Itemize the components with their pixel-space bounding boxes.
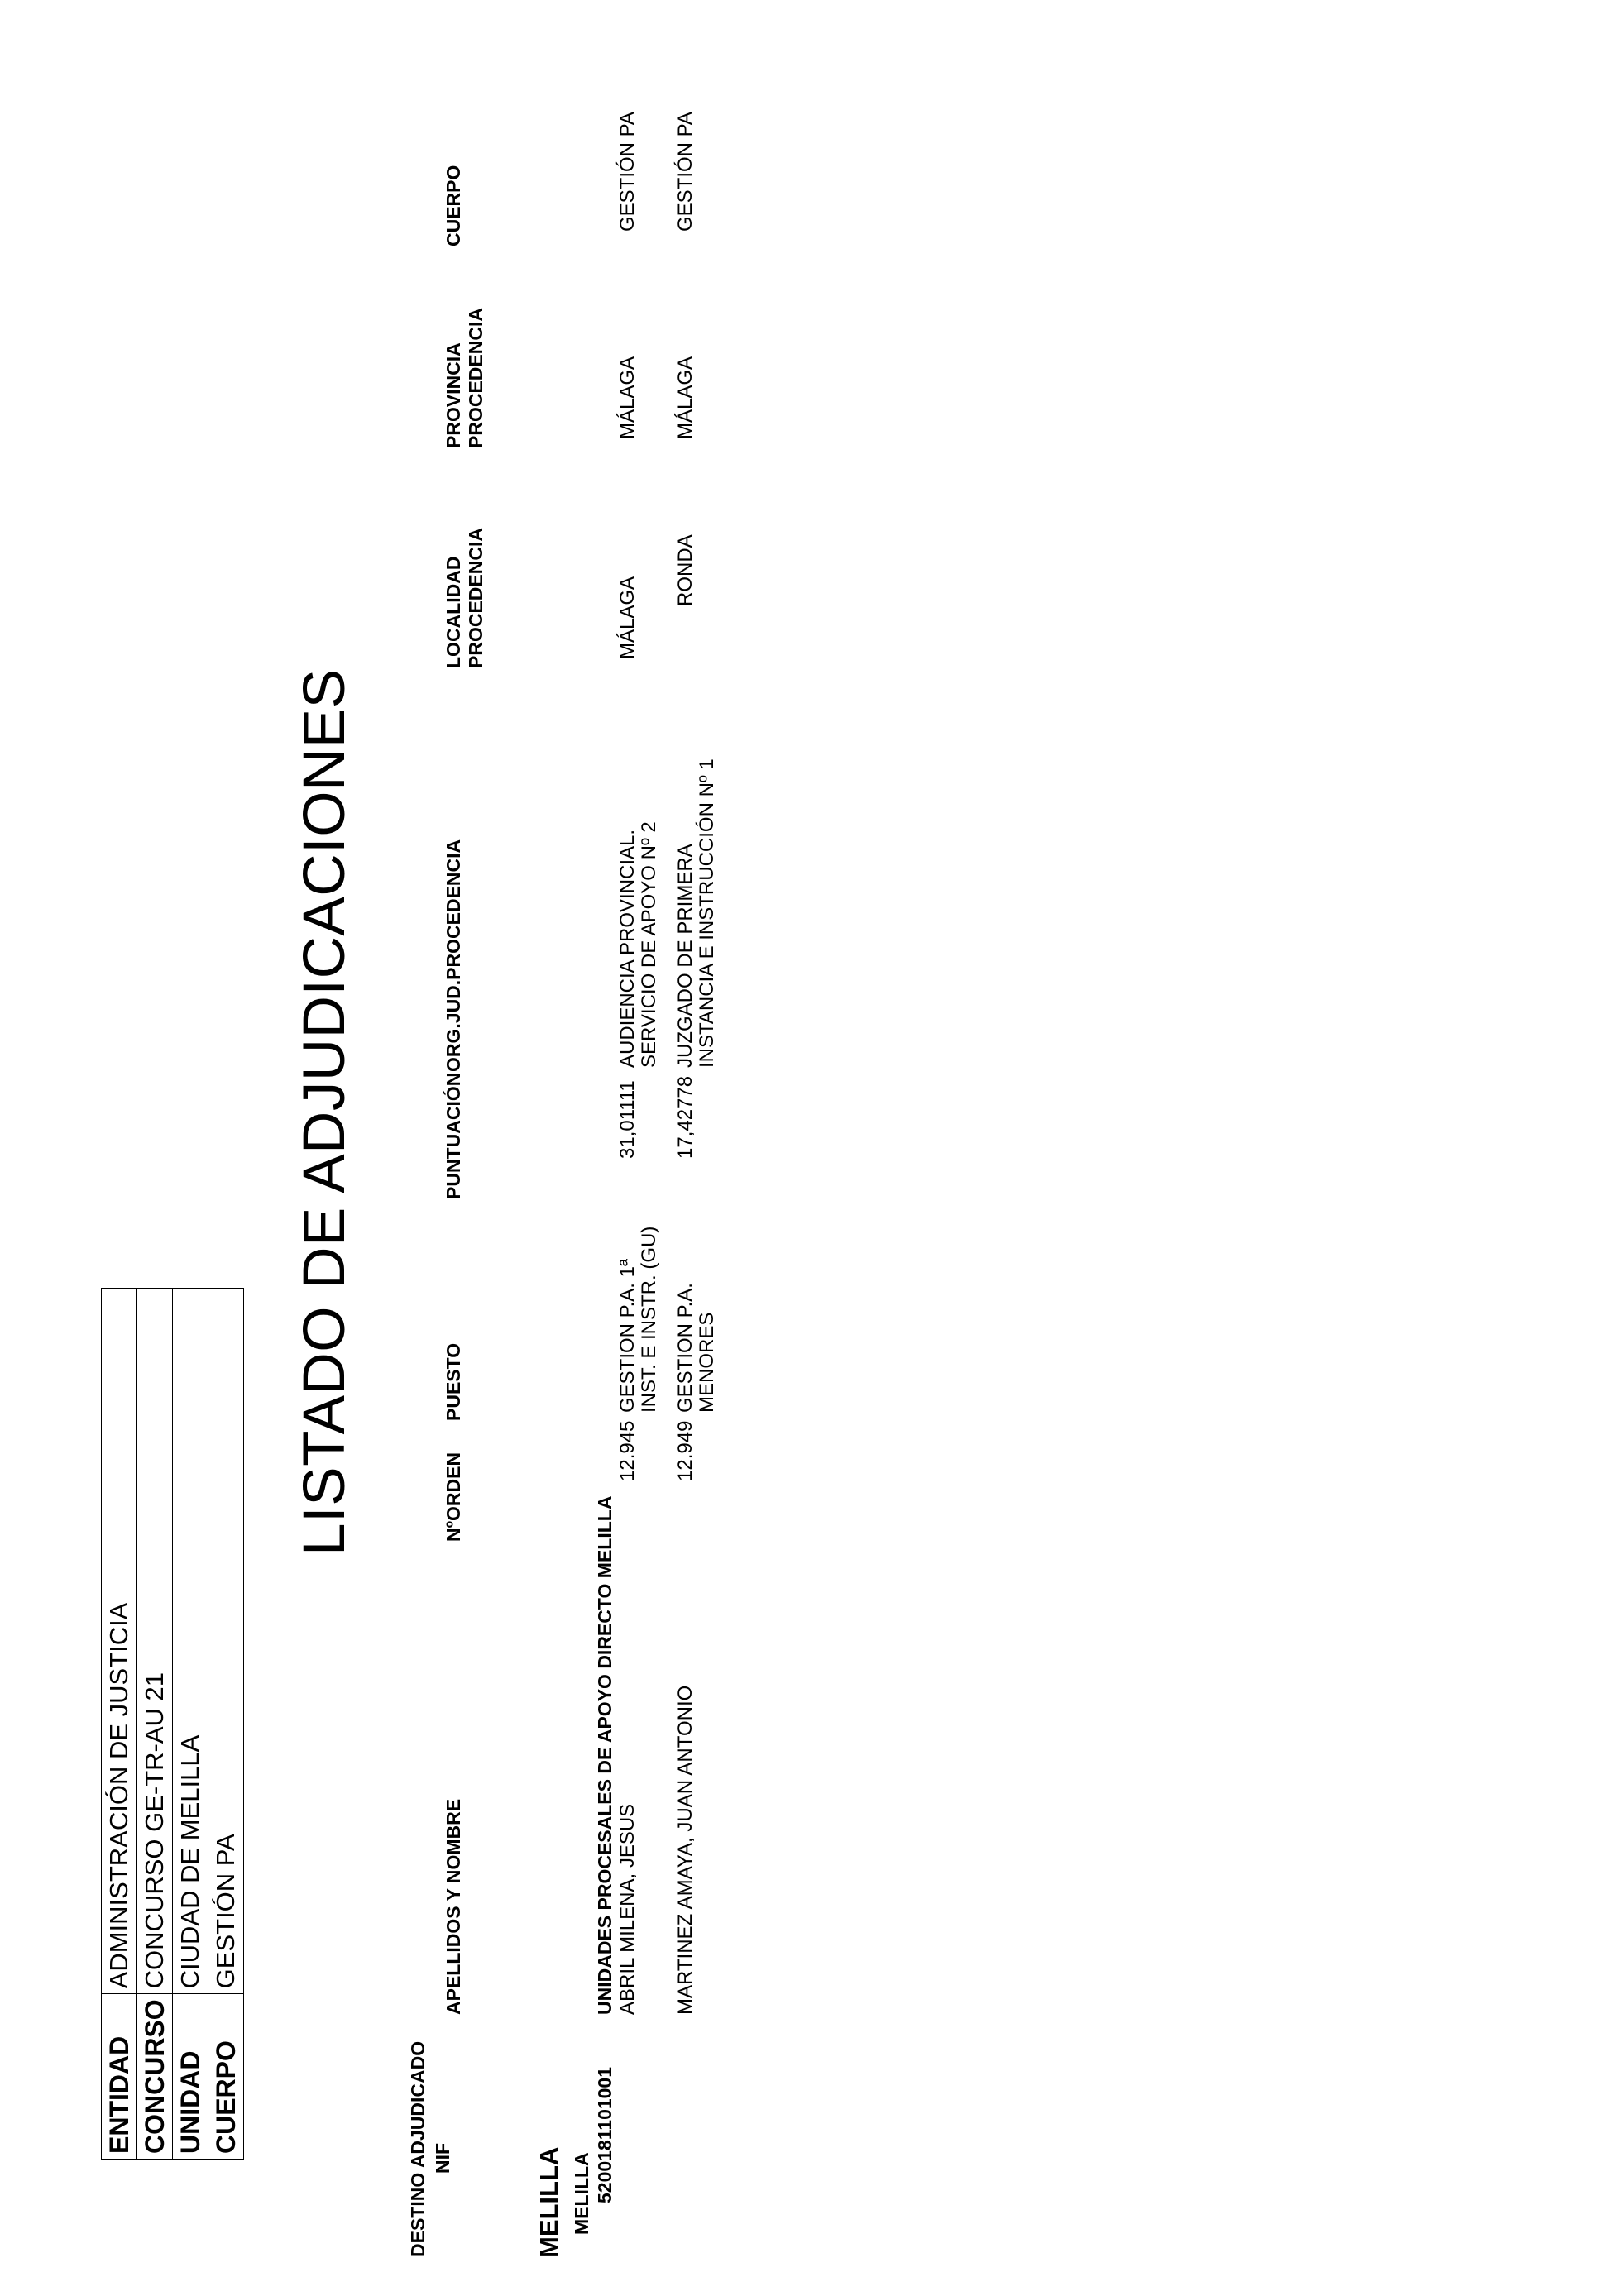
- row-1-puntuacion: 31,01111: [616, 1080, 639, 1159]
- info-label: UNIDAD: [173, 1994, 208, 2160]
- row-1-puesto-line1: GESTION P.A. 1ª: [616, 1259, 639, 1413]
- info-label: ENTIDAD: [102, 1994, 137, 2160]
- row-1-puesto-line2: INST. E INSTR. (GU): [638, 1226, 660, 1413]
- header-provincia: [443, 308, 487, 448]
- info-row-entidad: [102, 1289, 137, 2160]
- info-row-concurso: [137, 1289, 173, 2160]
- row-2-puesto-line1: GESTION P.A.: [674, 1283, 697, 1413]
- row-2-puesto: [675, 1283, 718, 1413]
- row-1-nombre: ABRIL MILENA, JESUS: [616, 1803, 639, 2015]
- page-title: LISTADO DE ADJUDICACIONES: [292, 668, 357, 1556]
- header-provincia-line2: PROCEDENCIA: [465, 308, 486, 448]
- info-table: [101, 1288, 244, 2160]
- info-row-cuerpo: [208, 1289, 244, 2160]
- row-2-org-line1: JUZGADO DE PRIMERA: [674, 844, 697, 1068]
- row-2-puntuacion: 17,42778: [674, 1075, 697, 1159]
- header-orden: NºORDEN: [443, 1452, 464, 1542]
- row-2-cuerpo: GESTIÓN PA: [674, 112, 697, 232]
- row-1-org-line2: SERVICIO DE APOYO Nº 2: [638, 821, 660, 1068]
- row-2-org-line2: INSTANCIA E INSTRUCCIÓN Nº 1: [696, 758, 718, 1068]
- unit-name: UNIDADES PROCESALES DE APOYO DIRECTO MELILLA: [594, 1495, 615, 2015]
- info-value: ADMINISTRACIÓN DE JUSTICIA: [102, 1289, 137, 1994]
- row-1-orden: 12.945: [616, 1420, 639, 1481]
- row-2-orden: 12.949: [674, 1420, 697, 1481]
- info-label: CONCURSO: [137, 1994, 173, 2160]
- header-localidad-line2: PROCEDENCIA: [465, 528, 486, 668]
- row-2-localidad: RONDA: [674, 534, 697, 606]
- info-value: CIUDAD DE MELILLA: [173, 1289, 208, 1994]
- row-1-provincia: MÁLAGA: [616, 356, 639, 439]
- unit-code: 5200181101001: [594, 2066, 615, 2203]
- row-1-org: [617, 821, 660, 1068]
- row-2-provincia: MÁLAGA: [674, 356, 697, 439]
- row-1-localidad: MÁLAGA: [616, 576, 639, 659]
- row-2-org: [675, 758, 718, 1068]
- header-localidad-line1: LOCALIDAD: [443, 556, 464, 668]
- region-heading: MELILLA: [534, 2146, 563, 2258]
- header-puesto: PUESTO: [443, 1342, 464, 1421]
- header-nif: NIF: [432, 2142, 453, 2174]
- header-nombre: APELLIDOS Y NOMBRE: [443, 1798, 464, 2015]
- row-1-org-line1: AUDIENCIA PROVINCIAL.: [616, 829, 639, 1068]
- info-label: CUERPO: [208, 1994, 244, 2160]
- info-value: GESTIÓN PA: [208, 1289, 244, 1994]
- info-value: CONCURSO GE-TR-AU 21: [137, 1289, 173, 1994]
- header-puntuacion: PUNTUACIÓN: [443, 1072, 464, 1199]
- row-1-cuerpo: GESTIÓN PA: [616, 112, 639, 232]
- header-cuerpo: CUERPO: [443, 165, 464, 246]
- header-org: ORG.JUD.PROCEDENCIA: [443, 839, 464, 1072]
- subregion-heading: MELILLA: [571, 2152, 592, 2235]
- row-1-puesto: [617, 1227, 660, 1413]
- row-2-nombre: MARTINEZ AMAYA, JUAN ANTONIO: [674, 1685, 697, 2015]
- header-provincia-line1: PROVINCIA: [443, 342, 464, 448]
- info-row-unidad: [173, 1289, 208, 2160]
- header-localidad: [443, 528, 487, 668]
- header-destino: DESTINO ADJUDICADO: [407, 2040, 428, 2257]
- row-2-puesto-line2: MENORES: [696, 1312, 718, 1413]
